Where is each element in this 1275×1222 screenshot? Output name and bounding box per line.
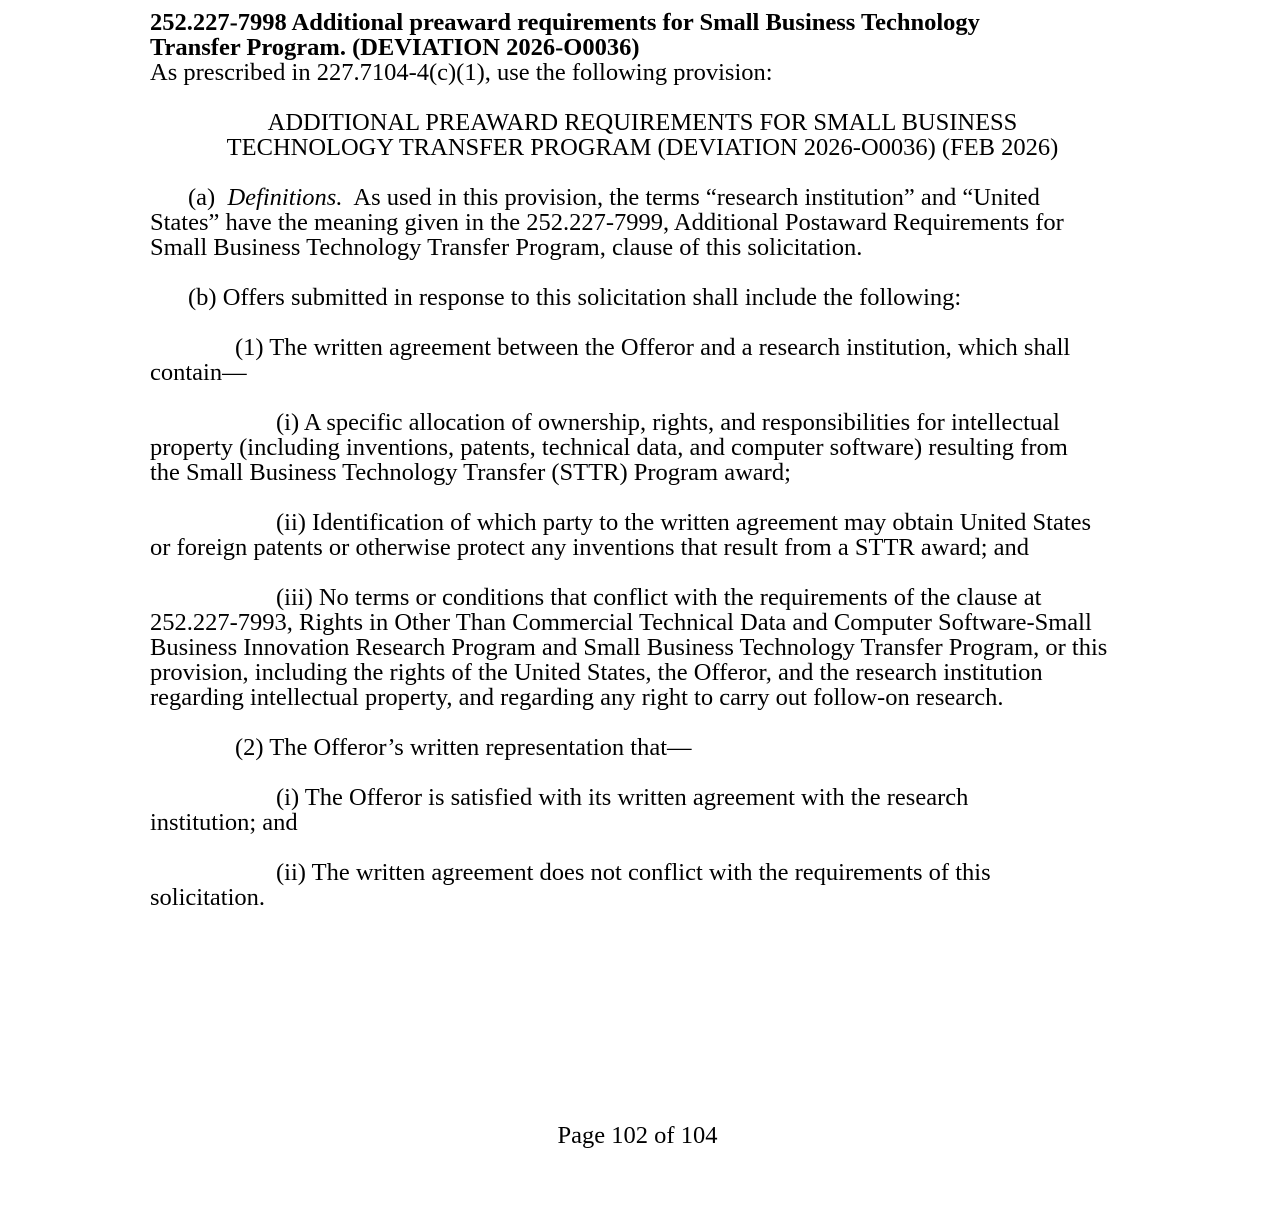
paragraph-b: (b) Offers submitted in response to this solicitation shall include the following: [188,284,962,311]
provision-heading-line2: TECHNOLOGY TRANSFER PROGRAM (DEVIATION 2026-O0036) (FEB 2026) [226,134,1059,161]
paragraph-b2-ii: (ii) The written agreement does not conflict with the requirements of this solicitation. [150,859,991,911]
paragraph-b1-i: (i) A specific allocation of ownership, rights, and responsibilities for intellectual property (including inventions, patents, technical data, and computer software) resulting from the Small Business Technology Transfer (STTR) Program award; [150,409,1068,486]
provision-heading-line1: ADDITIONAL PREAWARD REQUIREMENTS FOR SMALL BUSINESS [267,109,1018,136]
paragraph-b2-i: (i) The Offeror is satisfied with its written agreement with the research institution; and [150,784,969,836]
document-body [150,10,1135,910]
paragraph-b1: (1) The written agreement between the Offeror and a research institution, which shall contain— [150,334,1071,386]
prescription-text: As prescribed in 227.7104-4(c)(1), use the following provision: [150,59,773,86]
paragraph-a-label: (a) [188,184,216,211]
paragraph-a [150,185,1080,260]
paragraph-a-text: As used in this provision, the terms “research institution” and “United States” have the meaning given in the 252.227-7999, Additional Postaward Requirements for Small Business Technology Transfer Program, clause of this solicitation. [150,184,1064,261]
paragraph-b1-ii: (ii) Identification of which party to the written agreement may obtain United States or foreign patents or otherwise protect any inventions that result from a STTR award; and [150,509,1092,561]
paragraph-b1-iii: (iii) No terms or conditions that conflict with the requirements of the clause at 252.227-7993, Rights in Other Than Commercial Technical Data and Computer Software-Small Business Innovation Research Program and Small Business Technology Transfer Program, or this provision, including the rights of the United States, the Offeror, and the research institution regarding intellectual property, and regarding any right to carry out follow-on research. [150,584,1108,711]
paragraph-b2: (2) The Offeror’s written representation that— [235,734,692,761]
definitions-term: Definitions. [227,184,343,211]
clause-title: 252.227-7998 Additional preaward requirements for Small Business Technology Transfer Program. (DEVIATION 2026-O0036) [150,9,980,61]
page-number: Page 102 of 104 [557,1122,718,1149]
